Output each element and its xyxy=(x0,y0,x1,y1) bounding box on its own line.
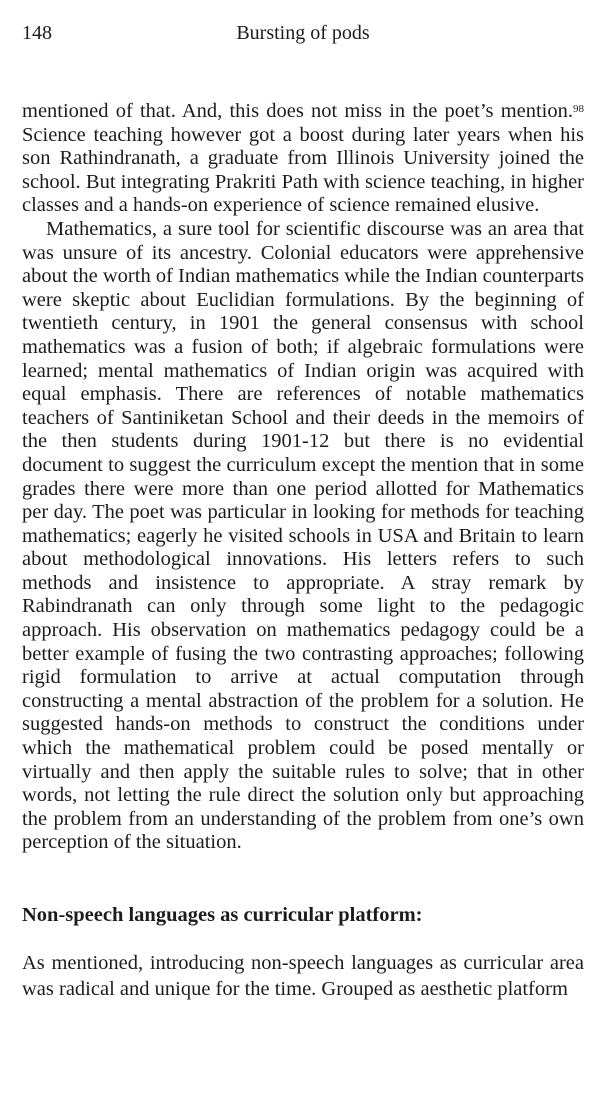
book-page xyxy=(22,22,584,1023)
page-number: 148 xyxy=(22,22,52,44)
running-head xyxy=(22,22,584,56)
paragraph-science-teaching xyxy=(22,100,584,218)
body-text xyxy=(22,100,584,855)
paragraph-text: Science teaching however got a boost during later years when his son Rathindranath, a graduate from Illinois University joined the school. But integrating Prakriti Path with science teaching, in higher classes and a hands-on experience of science remained elusive. xyxy=(22,123,584,217)
paragraph-mathematics: Mathematics, a sure tool for scientific discourse was an area that was unsure of its ancestry. Colonial educators were apprehensive about the worth of Indian mathematics while the Indian counterparts were skeptic about Euclidian formulations. By the beginning of twentieth century, in 1901 the general consensus with school mathematics was a fusion of both; if algebraic formulations were learned; mental mathematics of Indian origin was acquired with equal emphasis. There are references of notable mathematics teachers of Santiniketan School and their deeds in the memoirs of the then students during 1901-12 but there is no evidential document to suggest the curriculum except the mention that in some grades there were more than one period allotted for Mathematics per day. The poet was particular in looking for methods for teaching mathematics; eagerly he visited schools in USA and Britain to learn about methodological innovations. His letters refers to such methods and insistence to appropriate. A stray remark by Rabindranath can only through some light to the pedagogic approach. His observation on mathematics pedagogy could be a better example of fusing the two contrasting approaches; following rigid formulation to arrive at actual computation through constructing a mental abstraction of the problem for a solution. He suggested hands-on methods to construct the conditions under which the mathematical problem could be posed mentally or virtually and then apply the suitable rules to solve; that in other words, not letting the rule direct the solution only but approaching the problem from an understanding of the problem from one’s own perception of the situation. xyxy=(22,217,584,854)
running-title: Bursting of pods xyxy=(236,22,370,44)
paragraph-non-speech-languages: As mentioned, introducing non-speech languages as curricular area was radical and unique for the time. Grouped as aesthetic platform xyxy=(22,952,584,1000)
footnote-reference: 98 xyxy=(573,103,584,115)
paragraph-text: mentioned of that. And, this does not miss in the poet’s mention. xyxy=(22,100,573,122)
section-heading: Non-speech languages as curricular platform: xyxy=(22,904,423,926)
